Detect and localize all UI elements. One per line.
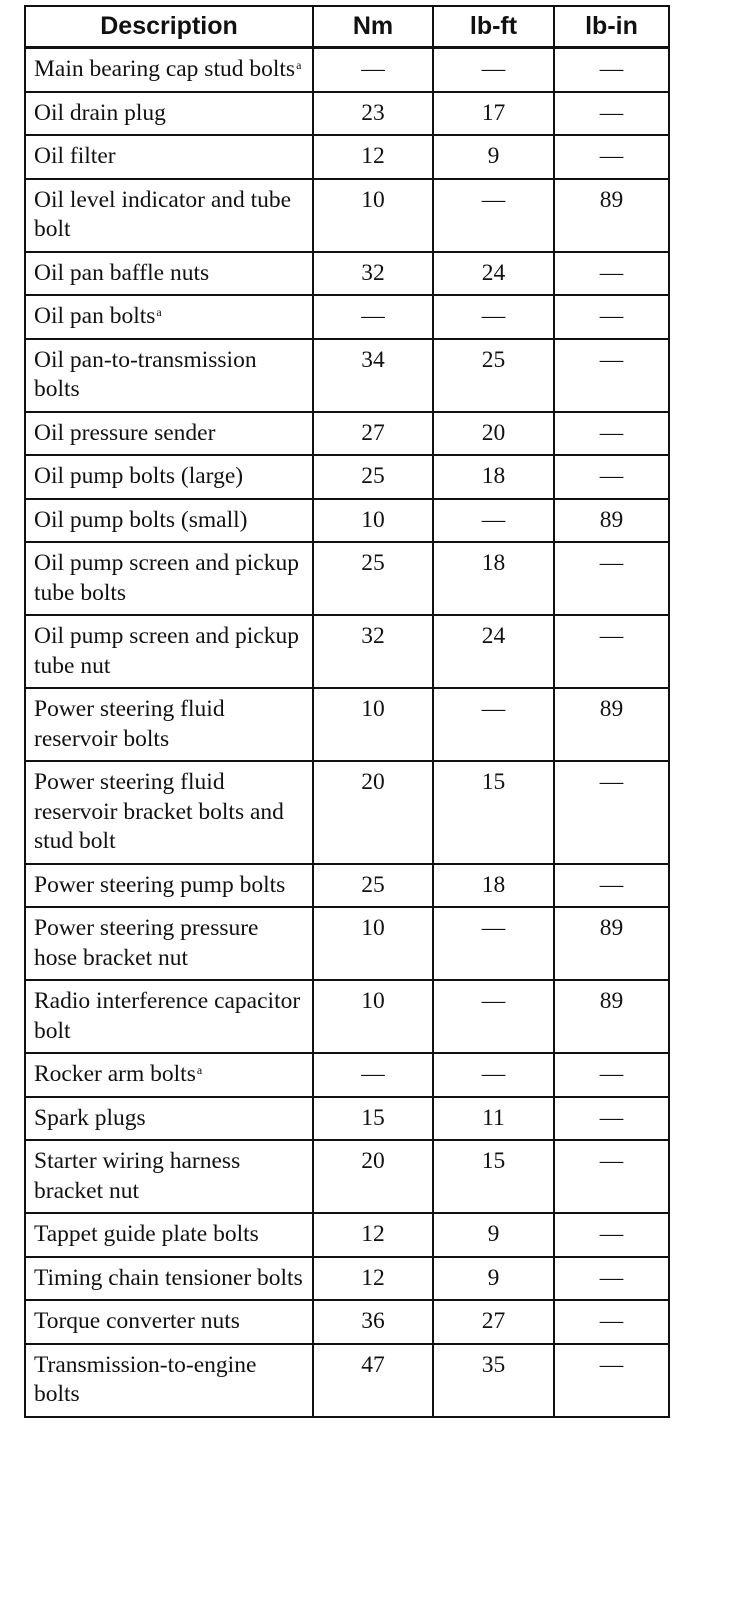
table-body (25, 48, 669, 1417)
lb-ft-cell: — (433, 688, 554, 761)
lb-in-cell: — (554, 295, 669, 339)
lb-in-cell: — (554, 252, 669, 296)
table-row (25, 980, 669, 1053)
lb-in-cell: — (554, 1097, 669, 1141)
description-text: Oil pressure sender (34, 419, 216, 446)
nm-cell: 25 (313, 864, 433, 908)
lb-in-cell: — (554, 615, 669, 688)
description-cell (25, 48, 313, 92)
lb-in-cell: — (554, 864, 669, 908)
lb-in-cell: — (554, 412, 669, 456)
description-cell (25, 135, 313, 179)
description-text: Spark plugs (34, 1104, 146, 1131)
lb-in-cell: 89 (554, 907, 669, 980)
table-row (25, 92, 669, 136)
nm-cell: 34 (313, 339, 433, 412)
nm-cell: 32 (313, 615, 433, 688)
header-description: Description (25, 6, 313, 48)
lb-ft-cell: — (433, 980, 554, 1053)
description-text: Oil pan bolts (34, 303, 156, 329)
nm-cell: — (313, 48, 433, 92)
table-row (25, 542, 669, 615)
description-cell (25, 295, 313, 339)
description-cell (25, 864, 313, 908)
description-text: Power steering pressure hose bracket nut (34, 915, 259, 971)
nm-cell: 15 (313, 1097, 433, 1141)
nm-cell: 36 (313, 1300, 433, 1344)
description-cell (25, 1257, 313, 1301)
lb-ft-cell: 24 (433, 615, 554, 688)
nm-cell: — (313, 1053, 433, 1097)
nm-cell: 25 (313, 455, 433, 499)
description-cell (25, 1300, 313, 1344)
lb-ft-cell: 18 (433, 455, 554, 499)
description-text: Power steering fluid reservoir bolts (34, 696, 225, 752)
lb-ft-cell: 25 (433, 339, 554, 412)
lb-in-cell: — (554, 92, 669, 136)
description-cell (25, 1344, 313, 1417)
lb-ft-cell: — (433, 48, 554, 92)
nm-cell: 10 (313, 179, 433, 252)
footnote-marker: a (196, 1063, 203, 1078)
table-row (25, 1213, 669, 1257)
table-row (25, 1344, 669, 1417)
table-row (25, 1053, 669, 1097)
description-text: Oil pump screen and pickup tube nut (34, 623, 299, 679)
lb-ft-cell: 27 (433, 1300, 554, 1344)
lb-in-cell: — (554, 761, 669, 864)
description-text: Torque converter nuts (34, 1308, 240, 1334)
nm-cell: 25 (313, 542, 433, 615)
nm-cell: 12 (313, 135, 433, 179)
lb-ft-cell: — (433, 499, 554, 543)
table-row (25, 179, 669, 252)
table-row (25, 615, 669, 688)
lb-ft-cell: 9 (433, 1213, 554, 1257)
lb-ft-cell: 15 (433, 761, 554, 864)
table-row (25, 907, 669, 980)
description-text: Oil drain plug (34, 99, 166, 126)
table-row (25, 48, 669, 92)
lb-in-cell: — (554, 135, 669, 179)
nm-cell: 10 (313, 688, 433, 761)
lb-in-cell: 89 (554, 179, 669, 252)
description-cell (25, 1053, 313, 1097)
description-text: Oil pan-to-transmission bolts (34, 346, 257, 402)
lb-ft-cell: — (433, 1053, 554, 1097)
lb-in-cell: — (554, 1300, 669, 1344)
lb-ft-cell: 17 (433, 92, 554, 136)
description-text: Rocker arm bolts (34, 1061, 196, 1087)
description-text: Oil pump screen and pickup tube bolts (34, 550, 299, 606)
table-row (25, 412, 669, 456)
lb-ft-cell: 35 (433, 1344, 554, 1417)
lb-in-cell: — (554, 1053, 669, 1097)
footnote-marker: a (296, 58, 302, 73)
description-cell (25, 339, 313, 412)
nm-cell: 20 (313, 1140, 433, 1213)
lb-in-cell: — (554, 1344, 669, 1417)
description-cell (25, 980, 313, 1053)
nm-cell: 10 (313, 980, 433, 1053)
table-row (25, 1097, 669, 1141)
description-text: Oil pan baffle nuts (34, 259, 210, 286)
description-cell (25, 1213, 313, 1257)
lb-in-cell: — (554, 48, 669, 92)
header-lb-in: lb-in (554, 6, 669, 48)
table-row (25, 252, 669, 296)
description-text: Transmission-to-engine bolts (34, 1351, 257, 1407)
table-row (25, 1300, 669, 1344)
description-cell (25, 615, 313, 688)
description-text: Starter wiring harness bracket nut (34, 1148, 241, 1204)
table-row (25, 761, 669, 864)
lb-ft-cell: 24 (433, 252, 554, 296)
description-text: Power steering pump bolts (34, 871, 286, 898)
description-text: Oil filter (34, 143, 116, 169)
description-cell (25, 761, 313, 864)
lb-ft-cell: 15 (433, 1140, 554, 1213)
nm-cell: 10 (313, 907, 433, 980)
lb-ft-cell: 11 (433, 1097, 554, 1141)
description-text: Oil level indicator and tube bolt (34, 186, 292, 242)
description-text: Timing chain tensioner bolts (34, 1264, 303, 1291)
lb-in-cell: — (554, 339, 669, 412)
description-cell (25, 455, 313, 499)
lb-ft-cell: — (433, 907, 554, 980)
description-cell (25, 252, 313, 296)
lb-ft-cell: 20 (433, 412, 554, 456)
lb-in-cell: — (554, 542, 669, 615)
lb-in-cell: 89 (554, 688, 669, 761)
footnote-marker: a (156, 305, 162, 320)
table-row (25, 864, 669, 908)
description-text: Main bearing cap stud bolts (34, 56, 296, 82)
description-cell (25, 1140, 313, 1213)
nm-cell: — (313, 295, 433, 339)
table-row (25, 295, 669, 339)
nm-cell: 27 (313, 412, 433, 456)
description-cell (25, 92, 313, 136)
description-cell (25, 179, 313, 252)
description-text: Radio interference capacitor bolt (34, 988, 301, 1044)
lb-in-cell: — (554, 455, 669, 499)
nm-cell: 12 (313, 1213, 433, 1257)
lb-in-cell: — (554, 1257, 669, 1301)
table-row (25, 135, 669, 179)
lb-in-cell: — (554, 1140, 669, 1213)
table-row (25, 688, 669, 761)
description-cell (25, 499, 313, 543)
lb-ft-cell: 9 (433, 1257, 554, 1301)
nm-cell: 32 (313, 252, 433, 296)
nm-cell: 47 (313, 1344, 433, 1417)
nm-cell: 20 (313, 761, 433, 864)
lb-in-cell: — (554, 1213, 669, 1257)
lb-ft-cell: 18 (433, 542, 554, 615)
description-cell (25, 1097, 313, 1141)
description-text: Tappet guide plate bolts (34, 1221, 259, 1247)
description-cell (25, 542, 313, 615)
header-nm: Nm (313, 6, 433, 48)
table-row (25, 1257, 669, 1301)
description-cell (25, 688, 313, 761)
lb-in-cell: 89 (554, 980, 669, 1053)
nm-cell: 10 (313, 499, 433, 543)
nm-cell: 23 (313, 92, 433, 136)
lb-ft-cell: — (433, 179, 554, 252)
description-cell (25, 412, 313, 456)
header-lb-ft: lb-ft (433, 6, 554, 48)
lb-ft-cell: 18 (433, 864, 554, 908)
lb-ft-cell: — (433, 295, 554, 339)
description-cell (25, 907, 313, 980)
description-text: Oil pump bolts (large) (34, 463, 244, 489)
torque-spec-table (24, 5, 670, 1418)
table-row (25, 339, 669, 412)
table-row (25, 499, 669, 543)
lb-in-cell: 89 (554, 499, 669, 543)
lb-ft-cell: 9 (433, 135, 554, 179)
description-text: Oil pump bolts (small) (34, 506, 248, 533)
header-row (25, 6, 669, 48)
table-row (25, 455, 669, 499)
table-row (25, 1140, 669, 1213)
table-header (25, 6, 669, 48)
nm-cell: 12 (313, 1257, 433, 1301)
description-text: Power steering fluid reservoir bracket bolts and stud bolt (34, 769, 284, 854)
